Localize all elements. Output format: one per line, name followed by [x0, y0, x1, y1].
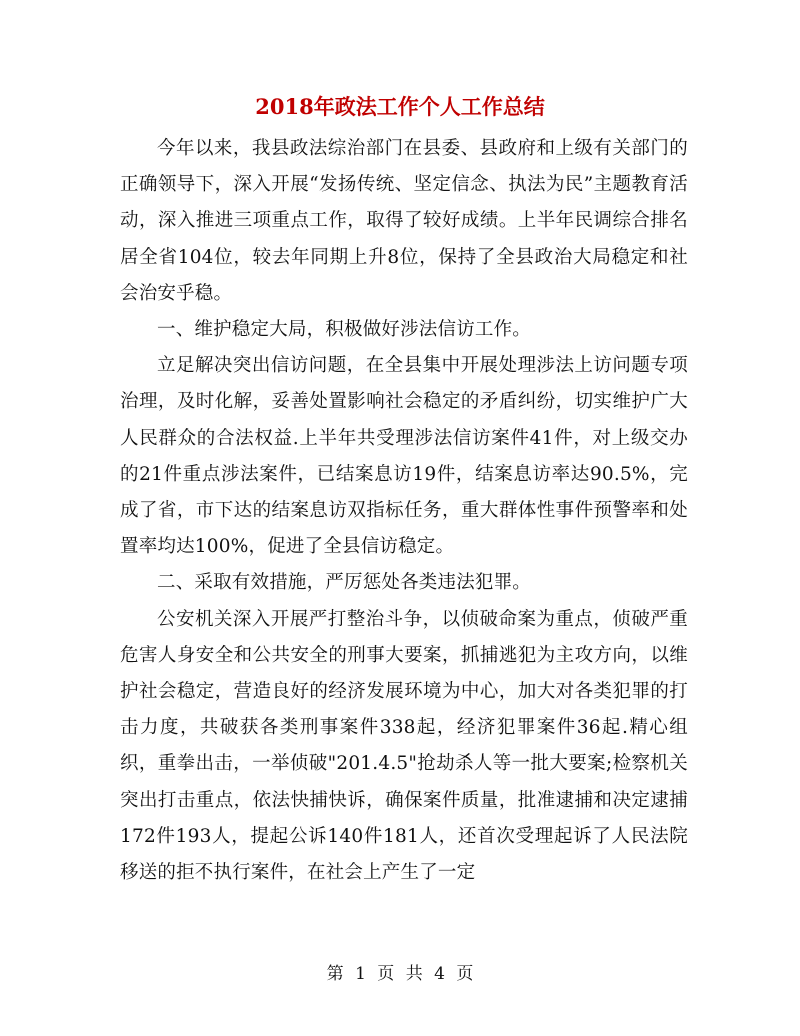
document-body	[120, 131, 688, 891]
section-heading-2: 二、采取有效措施，严厉惩处各类违法犯罪。	[157, 572, 532, 594]
paragraph-section-2: 公安机关深入开展严打整治斗争，以侦破命案为重点，侦破严重危害人身安全和公共安全的刑事大要案，抓捕逃犯为主攻方向，以维护社会稳定，营造良好的经济发展环境为中心，加大对各类犯罪的打击力度，共破获各类刑事案件338起，经济犯罪案件36起.精心组织，重拳出击，一举侦破"201.4.5"抢劫杀人等一批大要案;检察机关突出打击重点，依法快捕快诉，确保案件质量，批准逮捕和决定逮捕172件193人，提起公诉140件181人，还首次受理起诉了人民法院移送的拒不执行案件，在社会上产生了一定	[120, 608, 688, 884]
paragraph-intro: 今年以来，我县政法综治部门在县委、县政府和上级有关部门的正确领导下，深入开展“发扬传统、坚定信念、执法为民”主题教育活动，深入推进三项重点工作，取得了较好成绩。上半年民调综合排名居全省104位，较去年同期上升8位，保持了全县政治大局稳定和社会治安乎稳。	[120, 138, 688, 304]
section-heading-1: 一、维护稳定大局，积极做好涉法信访工作。	[157, 319, 532, 341]
paragraph-section-1: 立足解决突出信访问题，在全县集中开展处理涉法上访问题专项治理，及时化解，妥善处置影响社会稳定的矛盾纠纷，切实维护广大人民群众的合法权益.上半年共受理涉法信访案件41件，对上级交办的21件重点涉法案件，已结案息访19件，结案息访率达90.5%，完成了省，市下达的结案息访双指标任务，重大群体性事件预警率和处置率均达100%，促进了全县信访稳定。	[120, 355, 689, 558]
page-number-footer: 第 1 页 共 4 页	[326, 964, 474, 984]
document-title: 2018年政法工作个人工作总结	[255, 94, 545, 119]
